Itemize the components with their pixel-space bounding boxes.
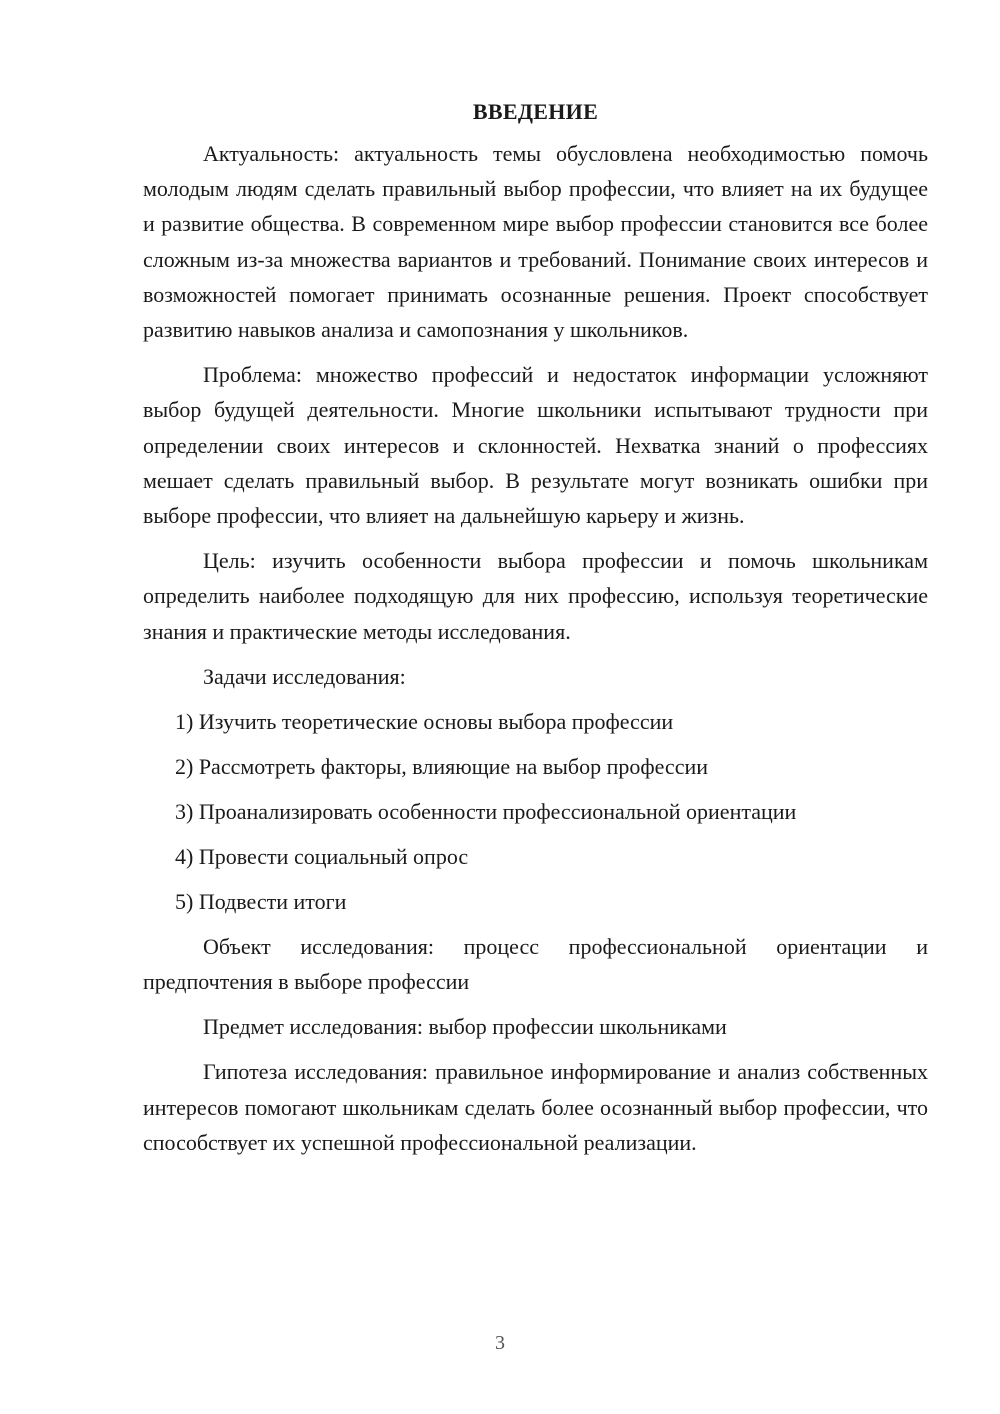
object-paragraph: Объект исследования: процесс профессиональной ориентации и предпочтения в выборе профессии — [143, 933, 928, 995]
tasks-title: Задачи исследования: — [203, 663, 406, 689]
task-item: 5) Подвести итоги — [175, 888, 347, 914]
tasks-list — [143, 704, 928, 919]
page-content — [143, 94, 928, 1170]
task-item: 1) Изучить теоретические основы выбора профессии — [175, 708, 674, 734]
task-item: 2) Рассмотреть факторы, влияющие на выбор профессии — [175, 753, 709, 779]
section-heading: ВВЕДЕНИЕ — [472, 99, 599, 124]
hypothesis-paragraph: Гипотеза исследования: правильное информирование и анализ собственных интересов помогают школьникам сделать более осознанный выбор профессии, что способствует их успешной профессиональной реализации. — [143, 1059, 928, 1155]
task-item: 3) Проанализировать особенности профессиональной ориентации — [175, 798, 797, 824]
page-number: 3 — [495, 1332, 505, 1354]
goal-paragraph: Цель: изучить особенности выбора профессии и помочь школьникам определить наиболее подходящую для них профессию, используя теоретические знания и практические методы исследования. — [143, 548, 928, 644]
subject-paragraph: Предмет исследования: выбор профессии школьниками — [203, 1014, 727, 1040]
problem-paragraph: Проблема: множество профессий и недостаток информации усложняют выбор будущей деятельности. Многие школьники испытывают трудности при определении своих интересов и склонностей. Нехватка знаний о профессиях мешает сделать правильный выбор. В результате могут возникать ошибки при выборе профессии, что влияет на дальнейшую карьеру и жизнь. — [143, 362, 928, 529]
relevance-paragraph: Актуальность: актуальность темы обусловлена необходимостью помочь молодым людям сделать правильный выбор профессии, что влияет на их будущее и развитие общества. В современном мире выбор профессии становится все более сложным из-за множества вариантов и требований. Понимание своих интересов и возможностей помогает принимать осознанные решения. Проект способствует развитию навыков анализа и самопознания у школьников. — [143, 141, 928, 343]
task-item: 4) Провести социальный опрос — [175, 843, 469, 869]
